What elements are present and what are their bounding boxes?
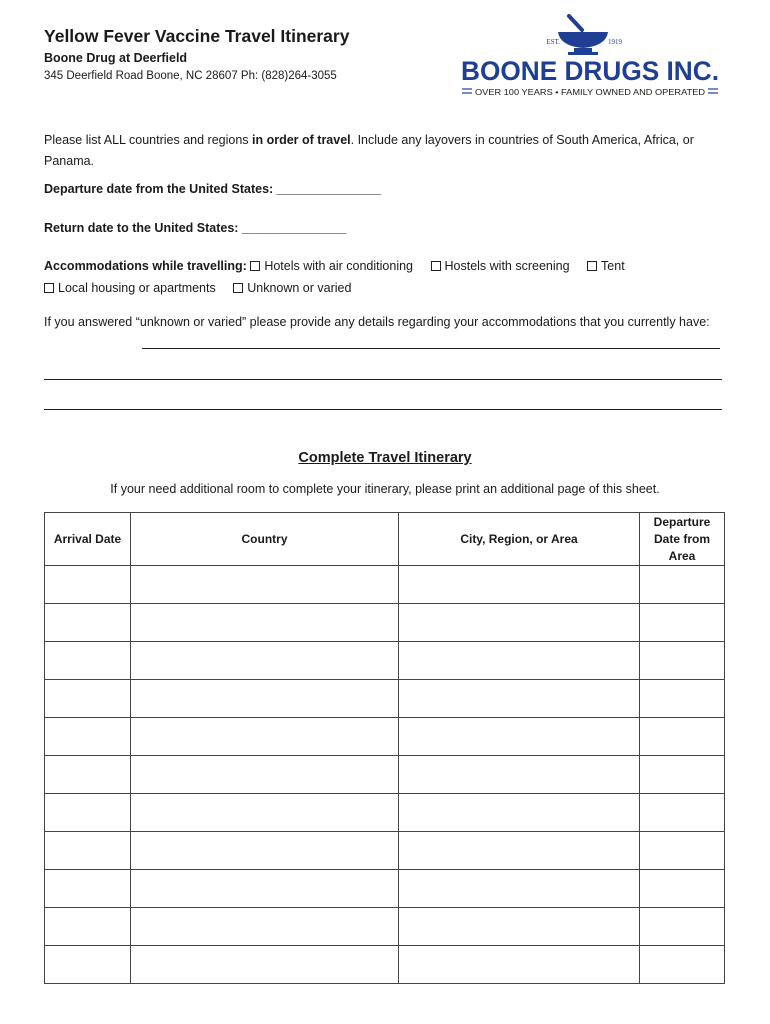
country-cell[interactable] <box>131 604 399 642</box>
logo-est-right: 1919 <box>608 38 622 46</box>
arrival-date-cell[interactable] <box>45 718 131 756</box>
option-hotels[interactable] <box>250 259 413 273</box>
option-local-housing-label: Local housing or apartments <box>58 281 216 295</box>
col-departure-date: Departure Date from Area <box>640 513 725 566</box>
store-address: 345 Deerfield Road Boone, NC 28607 Ph: (828)264-3055 <box>44 70 337 82</box>
city-region-cell[interactable] <box>399 756 640 794</box>
itinerary-table <box>44 512 725 984</box>
city-region-cell[interactable] <box>399 794 640 832</box>
city-region-cell[interactable] <box>399 908 640 946</box>
checkbox-icon[interactable] <box>44 283 54 293</box>
option-unknown-label: Unknown or varied <box>247 281 352 295</box>
col-arrival-date: Arrival Date <box>45 513 131 566</box>
country-cell[interactable] <box>131 680 399 718</box>
city-region-cell[interactable] <box>399 718 640 756</box>
table-row <box>45 680 725 718</box>
country-cell[interactable] <box>131 718 399 756</box>
table-row <box>45 946 725 984</box>
checkbox-icon[interactable] <box>587 261 597 271</box>
logo-tagline: OVER 100 YEARS • FAMILY OWNED AND OPERATED <box>475 87 705 97</box>
arrival-date-cell[interactable] <box>45 642 131 680</box>
arrival-date-cell[interactable] <box>45 566 131 604</box>
itinerary-note: If your need additional room to complete your itinerary, please print an additional page of this sheet. <box>110 482 660 496</box>
logo-brand: BOONE DRUGS INC. <box>461 56 719 86</box>
table-row <box>45 794 725 832</box>
departure-date-cell[interactable] <box>640 946 725 984</box>
checkbox-icon[interactable] <box>431 261 441 271</box>
departure-date-cell[interactable] <box>640 604 725 642</box>
option-hostels-label: Hostels with screening <box>444 259 570 273</box>
table-row <box>45 832 725 870</box>
col-country: Country <box>131 513 399 566</box>
logo-est-left: EST. <box>546 38 560 46</box>
option-hostels[interactable] <box>431 259 570 273</box>
instructions-text-1: Please list ALL countries and regions <box>44 133 252 147</box>
departure-date-cell[interactable] <box>640 680 725 718</box>
country-cell[interactable] <box>131 870 399 908</box>
option-tent[interactable] <box>587 259 625 273</box>
option-local-housing[interactable] <box>44 281 216 295</box>
country-cell[interactable] <box>131 642 399 680</box>
departure-date-cell[interactable] <box>640 794 725 832</box>
accommodations-row-1 <box>44 259 639 273</box>
return-date-field[interactable]: Return date to the United States: _______________ <box>44 221 347 235</box>
details-line-3[interactable] <box>44 409 722 410</box>
details-line-2[interactable] <box>44 379 722 380</box>
arrival-date-cell[interactable] <box>45 794 131 832</box>
instructions-emphasis: in order of travel <box>252 133 351 147</box>
table-header-row <box>45 513 725 566</box>
arrival-date-cell[interactable] <box>45 756 131 794</box>
arrival-date-cell[interactable] <box>45 832 131 870</box>
departure-date-cell[interactable] <box>640 908 725 946</box>
itinerary-title: Complete Travel Itinerary <box>298 450 472 466</box>
arrival-date-cell[interactable] <box>45 870 131 908</box>
arrival-date-cell[interactable] <box>45 680 131 718</box>
checkbox-icon[interactable] <box>233 283 243 293</box>
page-title: Yellow Fever Vaccine Travel Itinerary <box>44 26 350 46</box>
departure-date-cell[interactable] <box>640 756 725 794</box>
departure-date-cell[interactable] <box>640 566 725 604</box>
city-region-cell[interactable] <box>399 642 640 680</box>
departure-date-field[interactable]: Departure date from the United States: _______________ <box>44 182 381 196</box>
table-row <box>45 908 725 946</box>
table-row <box>45 718 725 756</box>
option-tent-label: Tent <box>601 259 625 273</box>
accommodations-row-2 <box>44 281 365 295</box>
arrival-date-cell[interactable] <box>45 946 131 984</box>
option-unknown[interactable] <box>233 281 351 295</box>
country-cell[interactable] <box>131 946 399 984</box>
departure-date-cell[interactable] <box>640 832 725 870</box>
city-region-cell[interactable] <box>399 604 640 642</box>
city-region-cell[interactable] <box>399 832 640 870</box>
details-line-1[interactable] <box>142 348 720 349</box>
arrival-date-cell[interactable] <box>45 604 131 642</box>
itinerary-rows <box>45 566 725 984</box>
city-region-cell[interactable] <box>399 680 640 718</box>
table-row <box>45 642 725 680</box>
country-cell[interactable] <box>131 794 399 832</box>
table-row <box>45 756 725 794</box>
country-cell[interactable] <box>131 832 399 870</box>
city-region-cell[interactable] <box>399 946 640 984</box>
boone-drugs-logo <box>456 10 724 104</box>
arrival-date-cell[interactable] <box>45 908 131 946</box>
country-cell[interactable] <box>131 756 399 794</box>
accommodation-details-prompt: If you answered “unknown or varied” please provide any details regarding your accommodations that you currently have: <box>44 315 710 329</box>
city-region-cell[interactable] <box>399 566 640 604</box>
departure-date-cell[interactable] <box>640 718 725 756</box>
departure-date-cell[interactable] <box>640 870 725 908</box>
city-region-cell[interactable] <box>399 870 640 908</box>
instructions <box>44 130 724 172</box>
country-cell[interactable] <box>131 566 399 604</box>
country-cell[interactable] <box>131 908 399 946</box>
col-city-region: City, Region, or Area <box>399 513 640 566</box>
table-row <box>45 870 725 908</box>
table-row <box>45 566 725 604</box>
table-row <box>45 604 725 642</box>
accommodations-label: Accommodations while travelling: <box>44 259 247 273</box>
store-name: Boone Drug at Deerfield <box>44 51 188 65</box>
departure-date-cell[interactable] <box>640 642 725 680</box>
checkbox-icon[interactable] <box>250 261 260 271</box>
option-hotels-label: Hotels with air conditioning <box>264 259 414 273</box>
instructions-text-2: . Include any layovers in countries of South America, Africa, or Panama. <box>44 133 694 168</box>
